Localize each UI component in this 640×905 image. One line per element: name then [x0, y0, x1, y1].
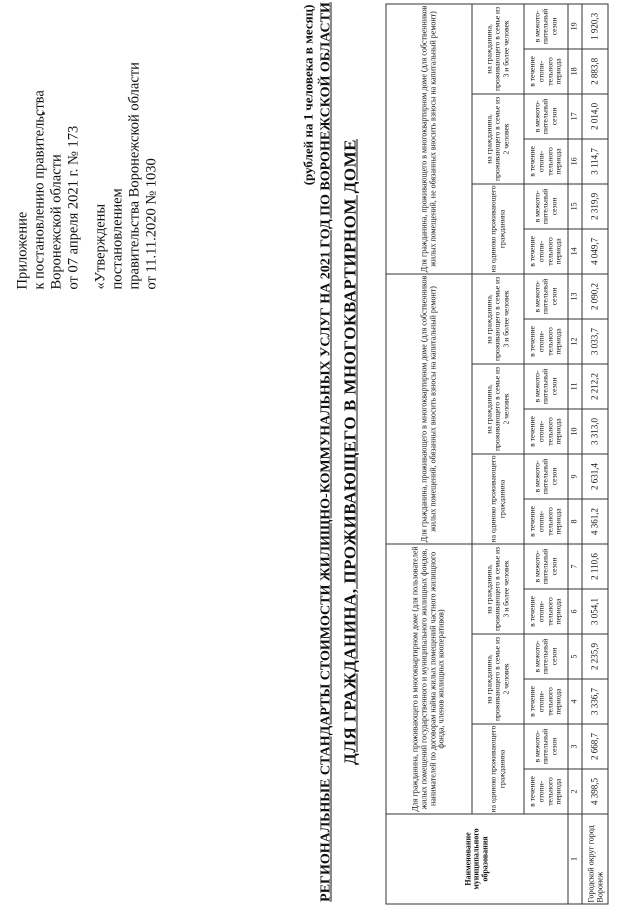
column-number: 10 [568, 409, 582, 454]
column-number: 4 [568, 679, 582, 724]
header-two-persons: на гражданина, проживающего в семье из 2 человек [472, 364, 524, 454]
table-cell: 3 054,1 [582, 589, 608, 634]
table-cell: 2 883,8 [582, 49, 608, 94]
table-cell: 4 361,2 [582, 499, 608, 544]
header-non-heating-season: в межото-пительный сезон [524, 274, 568, 319]
appendix-label: Приложение [14, 211, 31, 290]
rotated-sheet [1, 0, 640, 905]
header-group-owners-capital-repair: Для гражданина, проживающего в многоквартирном доме (для собственников жилых помещений, обязанных вносить взносы на капитальный ремонт) [386, 274, 472, 544]
approved-label: «Утверждены [92, 203, 109, 290]
table-cell: 2 631,4 [582, 454, 608, 499]
table-cell: 4 049,7 [582, 229, 608, 274]
column-number: 2 [568, 769, 582, 814]
column-number: 19 [568, 4, 582, 49]
header-municipality: Наименование муниципального образования [386, 814, 568, 904]
table-cell: 2 014,0 [582, 94, 608, 139]
table-cell: 2 668,7 [582, 724, 608, 769]
table-row [582, 4, 608, 904]
column-number: 9 [568, 454, 582, 499]
header-heating-period: в течение отопи-тельного периода [524, 679, 568, 724]
header-heating-period: в течение отопи-тельного периода [524, 319, 568, 364]
header-heating-period: в течение отопи-тельного периода [524, 409, 568, 454]
decree-label: постановлением [109, 188, 126, 290]
header-single: на одиноко проживающего гражданина [472, 184, 524, 274]
column-number: 18 [568, 49, 582, 94]
column-number: 15 [568, 184, 582, 229]
old-decree-date: от 11.11.2020 № 1030 [143, 158, 160, 290]
decree-date: от 07 апреля 2021 г. № 173 [65, 125, 82, 290]
region-label: Воронежской области [48, 154, 65, 290]
table-cell: 3 336,7 [582, 679, 608, 724]
table-cell: 2 090,2 [582, 274, 608, 319]
header-non-heating-season: в межото-пительный сезон [524, 184, 568, 229]
header-period-row [524, 4, 568, 904]
document-subtitle: ДЛЯ ГРАЖДАНИНА, ПРОЖИВАЮЩЕГО В МНОГОКВАРТИРНОМ ДОМЕ [340, 139, 360, 765]
header-three-persons: на гражданина, проживающего в семье из 3 и более человек [472, 544, 524, 634]
document-title: РЕГИОНАЛЬНЫЕ СТАНДАРТЫ СТОИМОСТИ ЖИЛИЩНО-КОММУНАЛЬНЫХ УСЛУГ НА 2021 ГОД ПО ВОРОНЕЖСКОЙ ОБЛАСТИ [318, 2, 334, 902]
header-heating-period: в течение отопи-тельного периода [524, 139, 568, 184]
header-non-heating-season: в межото-пительный сезон [524, 4, 568, 49]
header-non-heating-season: в межото-пительный сезон [524, 94, 568, 139]
column-number: 16 [568, 139, 582, 184]
header-single: на одиноко проживающего гражданина [472, 454, 524, 544]
column-number: 8 [568, 499, 582, 544]
header-non-heating-season: в межото-пительный сезон [524, 364, 568, 409]
column-number: 7 [568, 544, 582, 589]
header-heating-period: в течение отопи-тельного периода [524, 229, 568, 274]
table-cell: 1 920,3 [582, 4, 608, 49]
municipality-name: Городской округ город Воронеж [582, 814, 608, 904]
header-two-persons: на гражданина, проживающего в семье из 2 человек [472, 94, 524, 184]
column-number: 6 [568, 589, 582, 634]
column-number: 17 [568, 94, 582, 139]
header-three-persons: на гражданина, проживающего в семье из 3 и более человек [472, 4, 524, 94]
table-cell: 2 212,2 [582, 364, 608, 409]
table-cell: 3 313,0 [582, 409, 608, 454]
header-heating-period: в течение отопи-тельного периода [524, 499, 568, 544]
header-heating-period: в течение отопи-тельного периода [524, 49, 568, 94]
table-cell: 2 319,9 [582, 184, 608, 229]
column-number: 13 [568, 274, 582, 319]
header-group-owners-no-capital-repair: Для гражданина, проживающего в многоквартирном доме (для собственников жилых помещений, не обязанных вносить взносы на капитальный ремонт) [386, 4, 472, 274]
header-non-heating-season: в межото-пительный сезон [524, 544, 568, 589]
table-cell: 2 235,9 [582, 634, 608, 679]
header-non-heating-season: в межото-пительный сезон [524, 634, 568, 679]
government-label: правительства Воронежской области [126, 62, 143, 290]
column-number: 5 [568, 634, 582, 679]
standards-table [386, 3, 609, 904]
table-cell: 2 110,6 [582, 544, 608, 589]
table-cell: 3 114,7 [582, 139, 608, 184]
header-group-tenants: Для гражданина, проживающего в многоквартирном доме (для пользователей жилых помещений государственного и муниципального жилищных фондов, нанимателей по договорам найма жилых помещений частного жилищного фонда, членов жилищных кооперативов) [386, 544, 472, 814]
unit-label: (рублей на 1 человека в месяц) [300, 4, 316, 186]
column-number: 14 [568, 229, 582, 274]
column-number-row [568, 4, 582, 904]
header-single: на одиноко проживающего гражданина [472, 724, 524, 814]
header-heating-period: в течение отопи-тельного периода [524, 589, 568, 634]
to-decree-label: к постановлению правительства [31, 90, 48, 290]
table-cell: 4 398,5 [582, 769, 608, 814]
column-number: 12 [568, 319, 582, 364]
approval-block [15, 5, 161, 290]
header-non-heating-season: в межото-пительный сезон [524, 724, 568, 769]
header-heating-period: в течение отопи-тельного периода [524, 769, 568, 814]
column-number: 1 [568, 814, 582, 904]
header-three-persons: на гражданина, проживающего в семье из 3 и более человек [472, 274, 524, 364]
column-number: 3 [568, 724, 582, 769]
column-number: 11 [568, 364, 582, 409]
header-non-heating-season: в межото-пительный сезон [524, 454, 568, 499]
table-cell: 3 033,7 [582, 319, 608, 364]
header-two-persons: на гражданина, проживающего в семье из 2 человек [472, 634, 524, 724]
